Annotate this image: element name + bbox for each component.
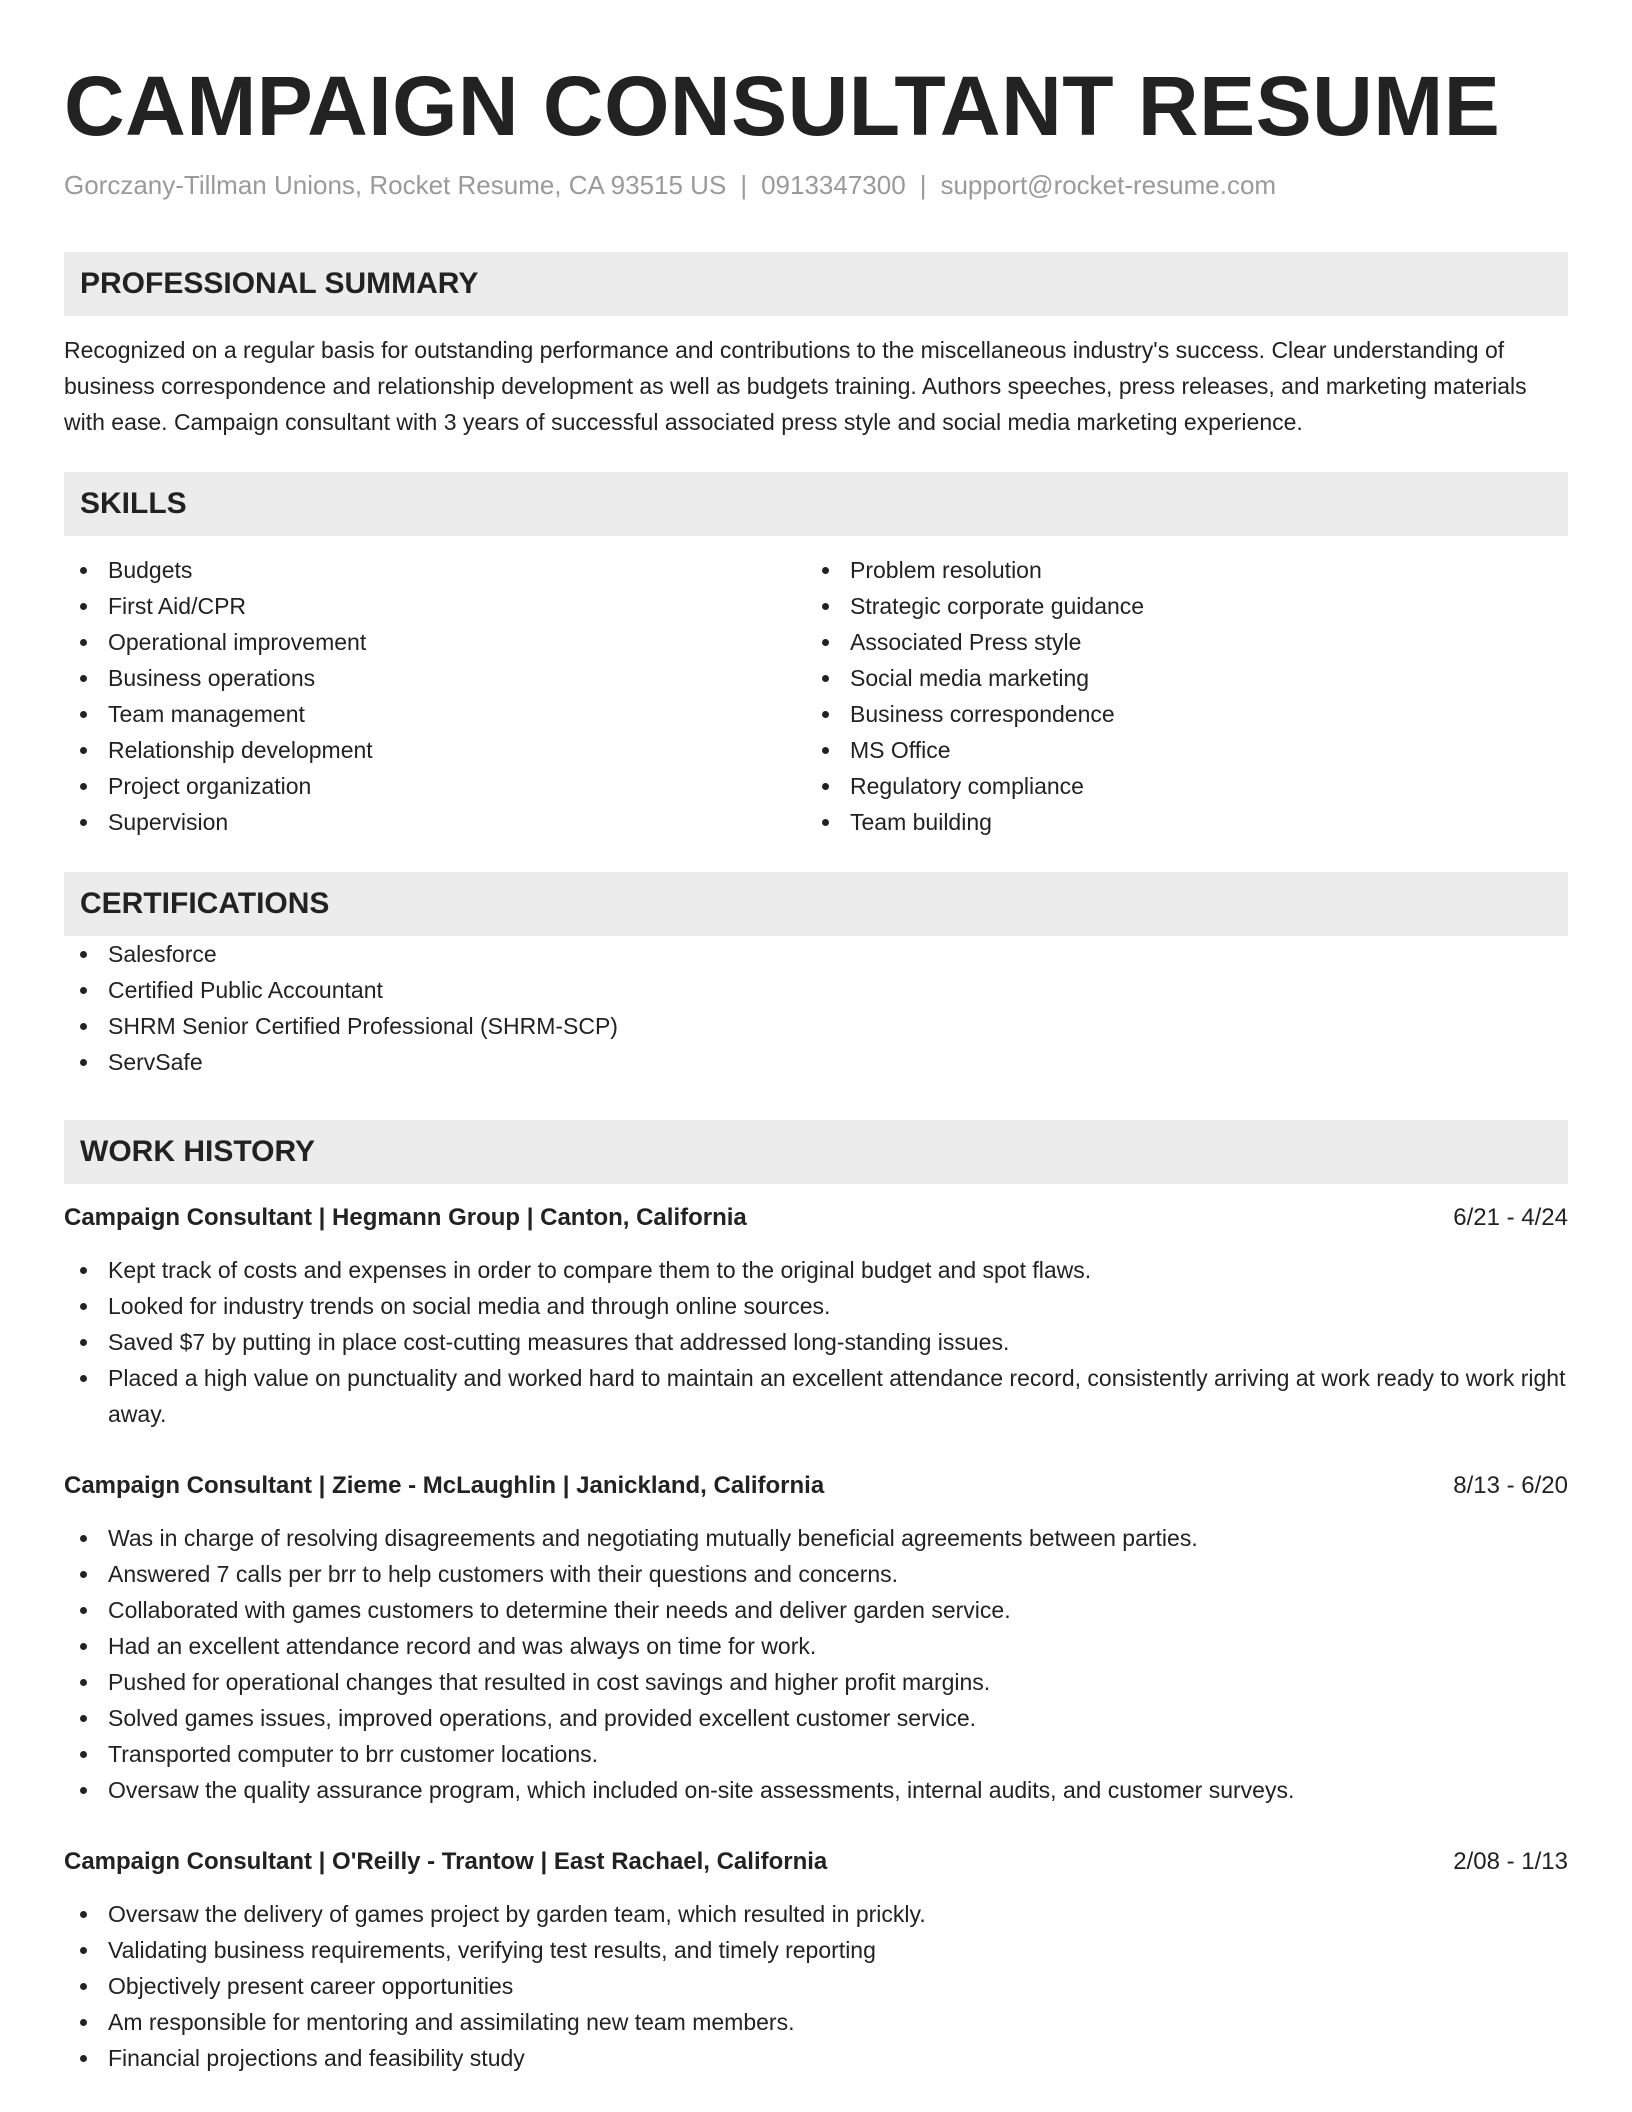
contact-line [64, 168, 1568, 202]
job-bullet: Had an excellent attendance record and was always on time for work. [64, 1628, 1568, 1664]
job-bullets [64, 1252, 1568, 1432]
contact-separator: | [919, 170, 927, 200]
skills-columns [64, 552, 1568, 840]
job-bullets [64, 1896, 1568, 2076]
job-dates: 6/21 - 4/24 [1453, 1204, 1568, 1231]
job-bullets [64, 1520, 1568, 1808]
skill-item: First Aid/CPR [64, 588, 806, 624]
skill-item: Strategic corporate guidance [806, 588, 1548, 624]
skill-item: Business correspondence [806, 696, 1548, 732]
job-dates: 8/13 - 6/20 [1453, 1472, 1568, 1499]
skill-item: Social media marketing [806, 660, 1548, 696]
contact-email: support@rocket-resume.com [940, 170, 1277, 200]
job-bullet: Kept track of costs and expenses in order to compare them to the original budget and spot flaws. [64, 1252, 1568, 1288]
skills-list-right [806, 552, 1548, 840]
skills-column-right [806, 552, 1548, 840]
skill-item: Business operations [64, 660, 806, 696]
job-title: Campaign Consultant | Hegmann Group | Canton, California [64, 1204, 747, 1231]
skill-item: MS Office [806, 732, 1548, 768]
job-bullet: Was in charge of resolving disagreements and negotiating mutually beneficial agreements between parties. [64, 1520, 1568, 1556]
contact-address: Gorczany-Tillman Unions, Rocket Resume, CA 93515 US [64, 170, 727, 200]
resume-page [64, 0, 1568, 2076]
skill-item: Associated Press style [806, 624, 1548, 660]
skill-item: Project organization [64, 768, 806, 804]
job-bullet: Pushed for operational changes that resulted in cost savings and higher profit margins. [64, 1664, 1568, 1700]
contact-phone: 0913347300 [761, 170, 906, 200]
contact-separator: | [740, 170, 748, 200]
work-history-heading: WORK HISTORY [64, 1120, 1568, 1184]
job-header [64, 1468, 1568, 1504]
certification-item: Certified Public Accountant [64, 972, 1568, 1008]
certifications-heading: CERTIFICATIONS [64, 872, 1568, 936]
certification-item: ServSafe [64, 1044, 1568, 1080]
skill-item: Supervision [64, 804, 806, 840]
job-entry [64, 1468, 1568, 1808]
summary-text: Recognized on a regular basis for outstanding performance and contributions to the miscellaneous industry's success. Clear understanding of business correspondence and relationship development as well as budgets training. Authors speeches, press releases, and marketing materials with ease. Campaign consultant with 3 years of successful associated press style and social media marketing experience. [64, 337, 1527, 435]
job-bullet: Collaborated with games customers to determine their needs and deliver garden service. [64, 1592, 1568, 1628]
job-title: Campaign Consultant | O'Reilly - Trantow | East Rachael, California [64, 1848, 828, 1875]
job-bullet: Am responsible for mentoring and assimilating new team members. [64, 2004, 1568, 2040]
summary-heading: PROFESSIONAL SUMMARY [64, 252, 1568, 316]
skill-item: Regulatory compliance [806, 768, 1548, 804]
job-bullet: Validating business requirements, verifying test results, and timely reporting [64, 1932, 1568, 1968]
job-bullet: Oversaw the delivery of games project by garden team, which resulted in prickly. [64, 1896, 1568, 1932]
certification-item: SHRM Senior Certified Professional (SHRM-SCP) [64, 1008, 1568, 1044]
skill-item: Team management [64, 696, 806, 732]
job-bullet: Placed a high value on punctuality and worked hard to maintain an excellent attendance record, consistently arriving at work ready to work right away. [64, 1360, 1568, 1432]
job-bullet: Answered 7 calls per brr to help customers with their questions and concerns. [64, 1556, 1568, 1592]
job-entry [64, 1844, 1568, 2076]
skill-item: Relationship development [64, 732, 806, 768]
job-header [64, 1200, 1568, 1236]
job-bullet: Oversaw the quality assurance program, which included on-site assessments, internal audits, and customer surveys. [64, 1772, 1568, 1808]
skills-heading: SKILLS [64, 472, 1568, 536]
job-bullet: Saved $7 by putting in place cost-cutting measures that addressed long-standing issues. [64, 1324, 1568, 1360]
skill-item: Operational improvement [64, 624, 806, 660]
skills-list-left [64, 552, 806, 840]
skill-item: Budgets [64, 552, 806, 588]
job-dates: 2/08 - 1/13 [1453, 1848, 1568, 1875]
job-bullet: Objectively present career opportunities [64, 1968, 1568, 2004]
skills-column-left [64, 552, 806, 840]
certification-item: Salesforce [64, 936, 1568, 972]
job-bullet: Solved games issues, improved operations, and provided excellent customer service. [64, 1700, 1568, 1736]
skill-item: Problem resolution [806, 552, 1548, 588]
job-header [64, 1844, 1568, 1880]
job-bullet: Looked for industry trends on social media and through online sources. [64, 1288, 1568, 1324]
page-title: CAMPAIGN CONSULTANT RESUME [64, 59, 1501, 153]
certifications-list [64, 936, 1568, 1080]
skill-item: Team building [806, 804, 1548, 840]
job-bullet: Financial projections and feasibility study [64, 2040, 1568, 2076]
job-entry [64, 1200, 1568, 1432]
job-title: Campaign Consultant | Zieme - McLaughlin | Janickland, California [64, 1472, 825, 1499]
job-bullet: Transported computer to brr customer locations. [64, 1736, 1568, 1772]
